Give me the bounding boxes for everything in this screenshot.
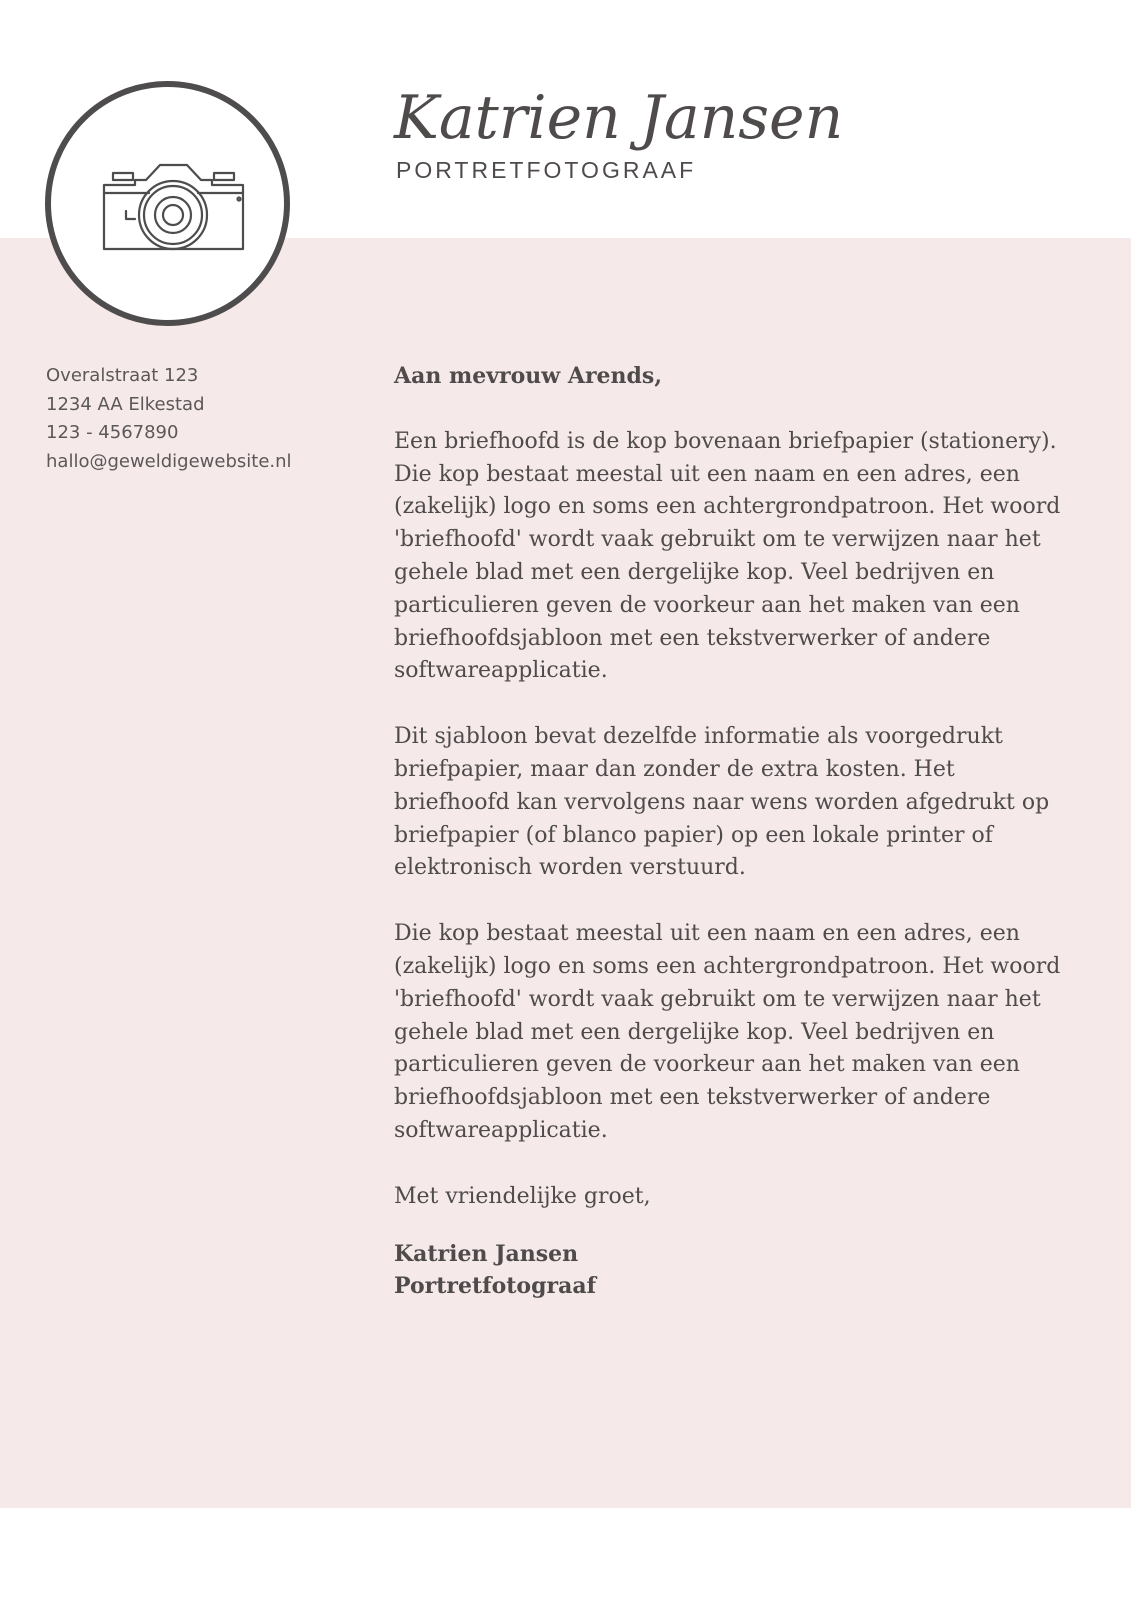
contact-address: Overalstraat 123 [46,365,199,386]
signature-name: Katrien Jansen [394,1240,579,1267]
letter-closing: Met vriendelijke groet, [394,1183,651,1209]
header-role: PORTRETFOTOGRAAF [396,157,697,183]
contact-phone: 123 - 4567890 [46,422,179,443]
letter-paragraph: Die kop bestaat meestal uit een naam en een adres, een (zakelijk) logo en soms een achtergrondpatroon. Het woord 'briefhoofd' wordt vaak gebruikt om te verwijzen naar het gehele blad met een dergelijke kop. Veel bedrijven en particulieren geven de voorkeur aan het maken van een briefhoofdsjabloon met een tekstverwerker of andere softwareapplicatie. [394,921,1061,1143]
signature-role: Portretfotograaf [394,1273,597,1300]
letter-salutation: Aan mevrouw Arends, [394,363,662,389]
contact-block [46,362,292,476]
letter-body [394,360,1074,1303]
letter-paragraph: Een briefhoofd is de kop bovenaan briefpapier (stationery). Die kop bestaat meestal uit een naam en een adres, een (zakelijk) logo en soms een achtergrondpatroon. Het woord 'briefhoofd' wordt vaak gebruikt om te verwijzen naar het gehele blad met een dergelijke kop. Veel bedrijven en particulieren geven de voorkeur aan het maken van een briefhoofdsjabloon met een tekstverwerker of andere softwareapplicatie. [394,428,1061,684]
letter-paragraph: Dit sjabloon bevat dezelfde informatie als voorgedrukt briefpapier, maar dan zonder de extra kosten. Het briefhoofd kan vervolgens naar wens worden afgedrukt op briefpapier (of blanco papier) op een lokale printer of elektronisch worden verstuurd. [394,724,1050,881]
contact-email: hallo@geweldigewebsite.nl [46,450,292,472]
logo [45,81,290,326]
contact-postal: 1234 AA Elkestad [46,393,205,415]
camera-icon [101,155,246,253]
header-name: Katrien Jansen [394,83,844,153]
